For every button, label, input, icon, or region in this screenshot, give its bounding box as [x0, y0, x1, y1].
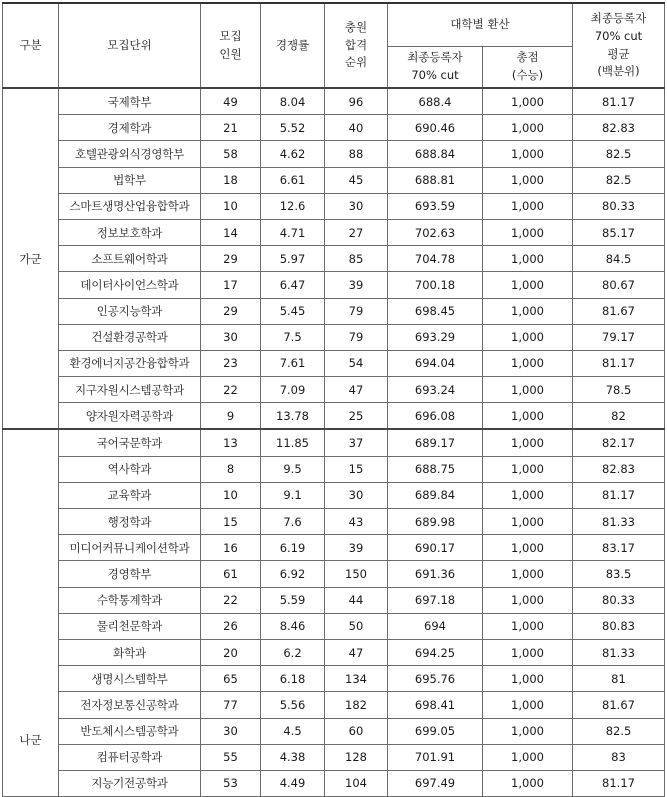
table-row: [3, 429, 665, 456]
quota-cell: 29: [201, 298, 261, 324]
percentile-cell: 81: [573, 666, 665, 692]
ratio-cell: 12.6: [261, 193, 325, 219]
group-cell: 가군: [3, 88, 59, 429]
final-cut-cell: 690.17: [388, 535, 483, 561]
unit-cell: 물리천문학과: [59, 613, 201, 639]
unit-cell: 지능기전공학과: [59, 770, 201, 796]
ratio-cell: 8.46: [261, 613, 325, 639]
unit-cell: 스마트생명산업융합학과: [59, 193, 201, 219]
unit-cell: 양자원자력공학과: [59, 403, 201, 430]
rank-cell: 45: [325, 167, 388, 193]
total-cell: 1,000: [483, 403, 573, 430]
percentile-cell: 80.33: [573, 193, 665, 219]
unit-cell: 행정학과: [59, 509, 201, 535]
ratio-cell: 6.2: [261, 639, 325, 665]
unit-cell: 국제학부: [59, 88, 201, 115]
rank-cell: 60: [325, 718, 388, 744]
quota-cell: 10: [201, 193, 261, 219]
total-cell: 1,000: [483, 509, 573, 535]
ratio-cell: 7.5: [261, 324, 325, 350]
rank-cell: 30: [325, 482, 388, 508]
final-cut-cell: 693.59: [388, 193, 483, 219]
table-row: [3, 535, 665, 561]
rank-cell: 25: [325, 403, 388, 430]
rank-cell: 43: [325, 509, 388, 535]
total-cell: 1,000: [483, 744, 573, 770]
ratio-cell: 4.62: [261, 141, 325, 167]
final-cut-cell: 697.18: [388, 587, 483, 613]
final-cut-cell: 689.17: [388, 429, 483, 456]
percentile-cell: 82.83: [573, 456, 665, 482]
ratio-cell: 5.59: [261, 587, 325, 613]
final-cut-cell: 695.76: [388, 666, 483, 692]
quota-cell: 21: [201, 115, 261, 141]
percentile-cell: 81.67: [573, 298, 665, 324]
table-body: [3, 88, 665, 797]
total-cell: 1,000: [483, 193, 573, 219]
ratio-cell: 5.56: [261, 692, 325, 718]
table-row: [3, 272, 665, 298]
final-cut-cell: 689.84: [388, 482, 483, 508]
percentile-cell: 84.5: [573, 246, 665, 272]
final-cut-cell: 689.98: [388, 509, 483, 535]
percentile-cell: 82.83: [573, 115, 665, 141]
percentile-cell: 81.17: [573, 350, 665, 376]
ratio-cell: 7.6: [261, 509, 325, 535]
total-cell: 1,000: [483, 298, 573, 324]
final-cut-cell: 691.36: [388, 561, 483, 587]
table-row: [3, 456, 665, 482]
rank-cell: 85: [325, 246, 388, 272]
unit-cell: 법학부: [59, 167, 201, 193]
quota-cell: 16: [201, 535, 261, 561]
percentile-cell: 80.33: [573, 587, 665, 613]
group-cell: 나군: [3, 429, 59, 796]
quota-cell: 14: [201, 219, 261, 245]
percentile-cell: 82.5: [573, 718, 665, 744]
ratio-cell: 6.19: [261, 535, 325, 561]
table-row: [3, 219, 665, 245]
rank-cell: 88: [325, 141, 388, 167]
unit-cell: 정보보호학과: [59, 219, 201, 245]
table-row: [3, 482, 665, 508]
final-cut-cell: 701.91: [388, 744, 483, 770]
rank-cell: 96: [325, 88, 388, 115]
table-row: [3, 193, 665, 219]
ratio-cell: 6.18: [261, 666, 325, 692]
final-cut-cell: 694.25: [388, 639, 483, 665]
rank-cell: 44: [325, 587, 388, 613]
table-row: [3, 561, 665, 587]
final-cut-cell: 696.08: [388, 403, 483, 430]
table-row: [3, 403, 665, 430]
table-row: [3, 324, 665, 350]
final-cut-cell: 694.04: [388, 350, 483, 376]
percentile-cell: 82.5: [573, 141, 665, 167]
rank-cell: 54: [325, 350, 388, 376]
final-cut-cell: 688.4: [388, 88, 483, 115]
percentile-cell: 81.33: [573, 639, 665, 665]
percentile-cell: 80.67: [573, 272, 665, 298]
table-row: [3, 587, 665, 613]
unit-cell: 데이터사이언스학과: [59, 272, 201, 298]
total-cell: 1,000: [483, 770, 573, 796]
quota-cell: 10: [201, 482, 261, 508]
rank-cell: 128: [325, 744, 388, 770]
table-row: [3, 613, 665, 639]
quota-cell: 61: [201, 561, 261, 587]
unit-cell: 경영학부: [59, 561, 201, 587]
quota-cell: 18: [201, 167, 261, 193]
final-cut-cell: 704.78: [388, 246, 483, 272]
final-cut-cell: 699.05: [388, 718, 483, 744]
rank-cell: 39: [325, 272, 388, 298]
total-cell: 1,000: [483, 219, 573, 245]
admission-results-table: [2, 2, 665, 797]
table-row: [3, 692, 665, 718]
final-cut-cell: 688.81: [388, 167, 483, 193]
ratio-cell: 5.45: [261, 298, 325, 324]
unit-cell: 전자정보통신공학과: [59, 692, 201, 718]
total-cell: 1,000: [483, 482, 573, 508]
total-cell: 1,000: [483, 613, 573, 639]
header-group: 구분: [3, 3, 59, 88]
ratio-cell: 6.61: [261, 167, 325, 193]
total-cell: 1,000: [483, 718, 573, 744]
percentile-cell: 81.67: [573, 692, 665, 718]
header-univ-conversion: 대학별 환산: [388, 3, 573, 47]
quota-cell: 20: [201, 639, 261, 665]
ratio-cell: 9.1: [261, 482, 325, 508]
table-row: [3, 639, 665, 665]
unit-cell: 지구자원시스템공학과: [59, 377, 201, 403]
final-cut-cell: 698.41: [388, 692, 483, 718]
ratio-cell: 7.09: [261, 377, 325, 403]
final-cut-cell: 688.84: [388, 141, 483, 167]
quota-cell: 65: [201, 666, 261, 692]
header-total: 총점 (수능): [483, 47, 573, 89]
quota-cell: 8: [201, 456, 261, 482]
rank-cell: 150: [325, 561, 388, 587]
unit-cell: 화학과: [59, 639, 201, 665]
table-row: [3, 115, 665, 141]
rank-cell: 134: [325, 666, 388, 692]
final-cut-cell: 698.45: [388, 298, 483, 324]
table-row: [3, 718, 665, 744]
quota-cell: 30: [201, 324, 261, 350]
quota-cell: 55: [201, 744, 261, 770]
table-header: [3, 3, 665, 88]
unit-cell: 컴퓨터공학과: [59, 744, 201, 770]
ratio-cell: 6.92: [261, 561, 325, 587]
total-cell: 1,000: [483, 456, 573, 482]
total-cell: 1,000: [483, 535, 573, 561]
quota-cell: 77: [201, 692, 261, 718]
rank-cell: 30: [325, 193, 388, 219]
rank-cell: 182: [325, 692, 388, 718]
ratio-cell: 13.78: [261, 403, 325, 430]
unit-cell: 생명시스템학부: [59, 666, 201, 692]
percentile-cell: 81.33: [573, 509, 665, 535]
quota-cell: 22: [201, 587, 261, 613]
unit-cell: 인공지능학과: [59, 298, 201, 324]
quota-cell: 58: [201, 141, 261, 167]
table-row: [3, 167, 665, 193]
rank-cell: 79: [325, 324, 388, 350]
total-cell: 1,000: [483, 587, 573, 613]
percentile-cell: 81.17: [573, 88, 665, 115]
unit-cell: 역사학과: [59, 456, 201, 482]
quota-cell: 23: [201, 350, 261, 376]
header-final-cut: 최종등록자 70% cut: [388, 47, 483, 89]
quota-cell: 53: [201, 770, 261, 796]
final-cut-cell: 702.63: [388, 219, 483, 245]
rank-cell: 15: [325, 456, 388, 482]
rank-cell: 50: [325, 613, 388, 639]
rank-cell: 104: [325, 770, 388, 796]
table-row: [3, 298, 665, 324]
total-cell: 1,000: [483, 88, 573, 115]
ratio-cell: 8.04: [261, 88, 325, 115]
final-cut-cell: 690.46: [388, 115, 483, 141]
unit-cell: 교육학과: [59, 482, 201, 508]
quota-cell: 26: [201, 613, 261, 639]
unit-cell: 국어국문학과: [59, 429, 201, 456]
header-quota: 모집 인원: [201, 3, 261, 88]
unit-cell: 미디어커뮤니케이션학과: [59, 535, 201, 561]
quota-cell: 49: [201, 88, 261, 115]
percentile-cell: 83.5: [573, 561, 665, 587]
percentile-cell: 78.5: [573, 377, 665, 403]
percentile-cell: 81.17: [573, 482, 665, 508]
unit-cell: 수학통계학과: [59, 587, 201, 613]
ratio-cell: 5.97: [261, 246, 325, 272]
rank-cell: 40: [325, 115, 388, 141]
quota-cell: 13: [201, 429, 261, 456]
percentile-cell: 82: [573, 403, 665, 430]
table-row: [3, 770, 665, 796]
ratio-cell: 4.5: [261, 718, 325, 744]
rank-cell: 27: [325, 219, 388, 245]
ratio-cell: 4.49: [261, 770, 325, 796]
quota-cell: 30: [201, 718, 261, 744]
percentile-cell: 85.17: [573, 219, 665, 245]
final-cut-cell: 694: [388, 613, 483, 639]
quota-cell: 29: [201, 246, 261, 272]
unit-cell: 건설환경공학과: [59, 324, 201, 350]
total-cell: 1,000: [483, 350, 573, 376]
rank-cell: 47: [325, 639, 388, 665]
total-cell: 1,000: [483, 639, 573, 665]
header-percentile: 최종등록자 70% cut 평균 (백분위): [573, 3, 665, 88]
unit-cell: 경제학과: [59, 115, 201, 141]
unit-cell: 호텔관광외식경영학부: [59, 141, 201, 167]
ratio-cell: 6.47: [261, 272, 325, 298]
total-cell: 1,000: [483, 246, 573, 272]
rank-cell: 79: [325, 298, 388, 324]
quota-cell: 9: [201, 403, 261, 430]
rank-cell: 39: [325, 535, 388, 561]
table-row: [3, 377, 665, 403]
rank-cell: 37: [325, 429, 388, 456]
header-ratio: 경쟁률: [261, 3, 325, 88]
final-cut-cell: 693.24: [388, 377, 483, 403]
ratio-cell: 9.5: [261, 456, 325, 482]
total-cell: 1,000: [483, 272, 573, 298]
ratio-cell: 11.85: [261, 429, 325, 456]
unit-cell: 반도체시스템공학과: [59, 718, 201, 744]
quota-cell: 15: [201, 509, 261, 535]
final-cut-cell: 688.75: [388, 456, 483, 482]
ratio-cell: 5.52: [261, 115, 325, 141]
ratio-cell: 7.61: [261, 350, 325, 376]
quota-cell: 22: [201, 377, 261, 403]
final-cut-cell: 693.29: [388, 324, 483, 350]
total-cell: 1,000: [483, 561, 573, 587]
table-row: [3, 666, 665, 692]
total-cell: 1,000: [483, 324, 573, 350]
table-row: [3, 246, 665, 272]
percentile-cell: 83: [573, 744, 665, 770]
total-cell: 1,000: [483, 141, 573, 167]
table-row: [3, 509, 665, 535]
table-row: [3, 744, 665, 770]
final-cut-cell: 700.18: [388, 272, 483, 298]
percentile-cell: 81.17: [573, 770, 665, 796]
percentile-cell: 83.17: [573, 535, 665, 561]
quota-cell: 17: [201, 272, 261, 298]
unit-cell: 환경에너지공간융합학과: [59, 350, 201, 376]
percentile-cell: 82.17: [573, 429, 665, 456]
total-cell: 1,000: [483, 692, 573, 718]
total-cell: 1,000: [483, 377, 573, 403]
header-rank: 충원 합격 순위: [325, 3, 388, 88]
unit-cell: 소프트웨어학과: [59, 246, 201, 272]
percentile-cell: 79.17: [573, 324, 665, 350]
total-cell: 1,000: [483, 429, 573, 456]
header-unit: 모집단위: [59, 3, 201, 88]
percentile-cell: 82.5: [573, 167, 665, 193]
ratio-cell: 4.71: [261, 219, 325, 245]
table-row: [3, 141, 665, 167]
percentile-cell: 80.83: [573, 613, 665, 639]
table-row: [3, 88, 665, 115]
total-cell: 1,000: [483, 666, 573, 692]
total-cell: 1,000: [483, 115, 573, 141]
final-cut-cell: 697.49: [388, 770, 483, 796]
rank-cell: 47: [325, 377, 388, 403]
table-row: [3, 350, 665, 376]
ratio-cell: 4.38: [261, 744, 325, 770]
total-cell: 1,000: [483, 167, 573, 193]
